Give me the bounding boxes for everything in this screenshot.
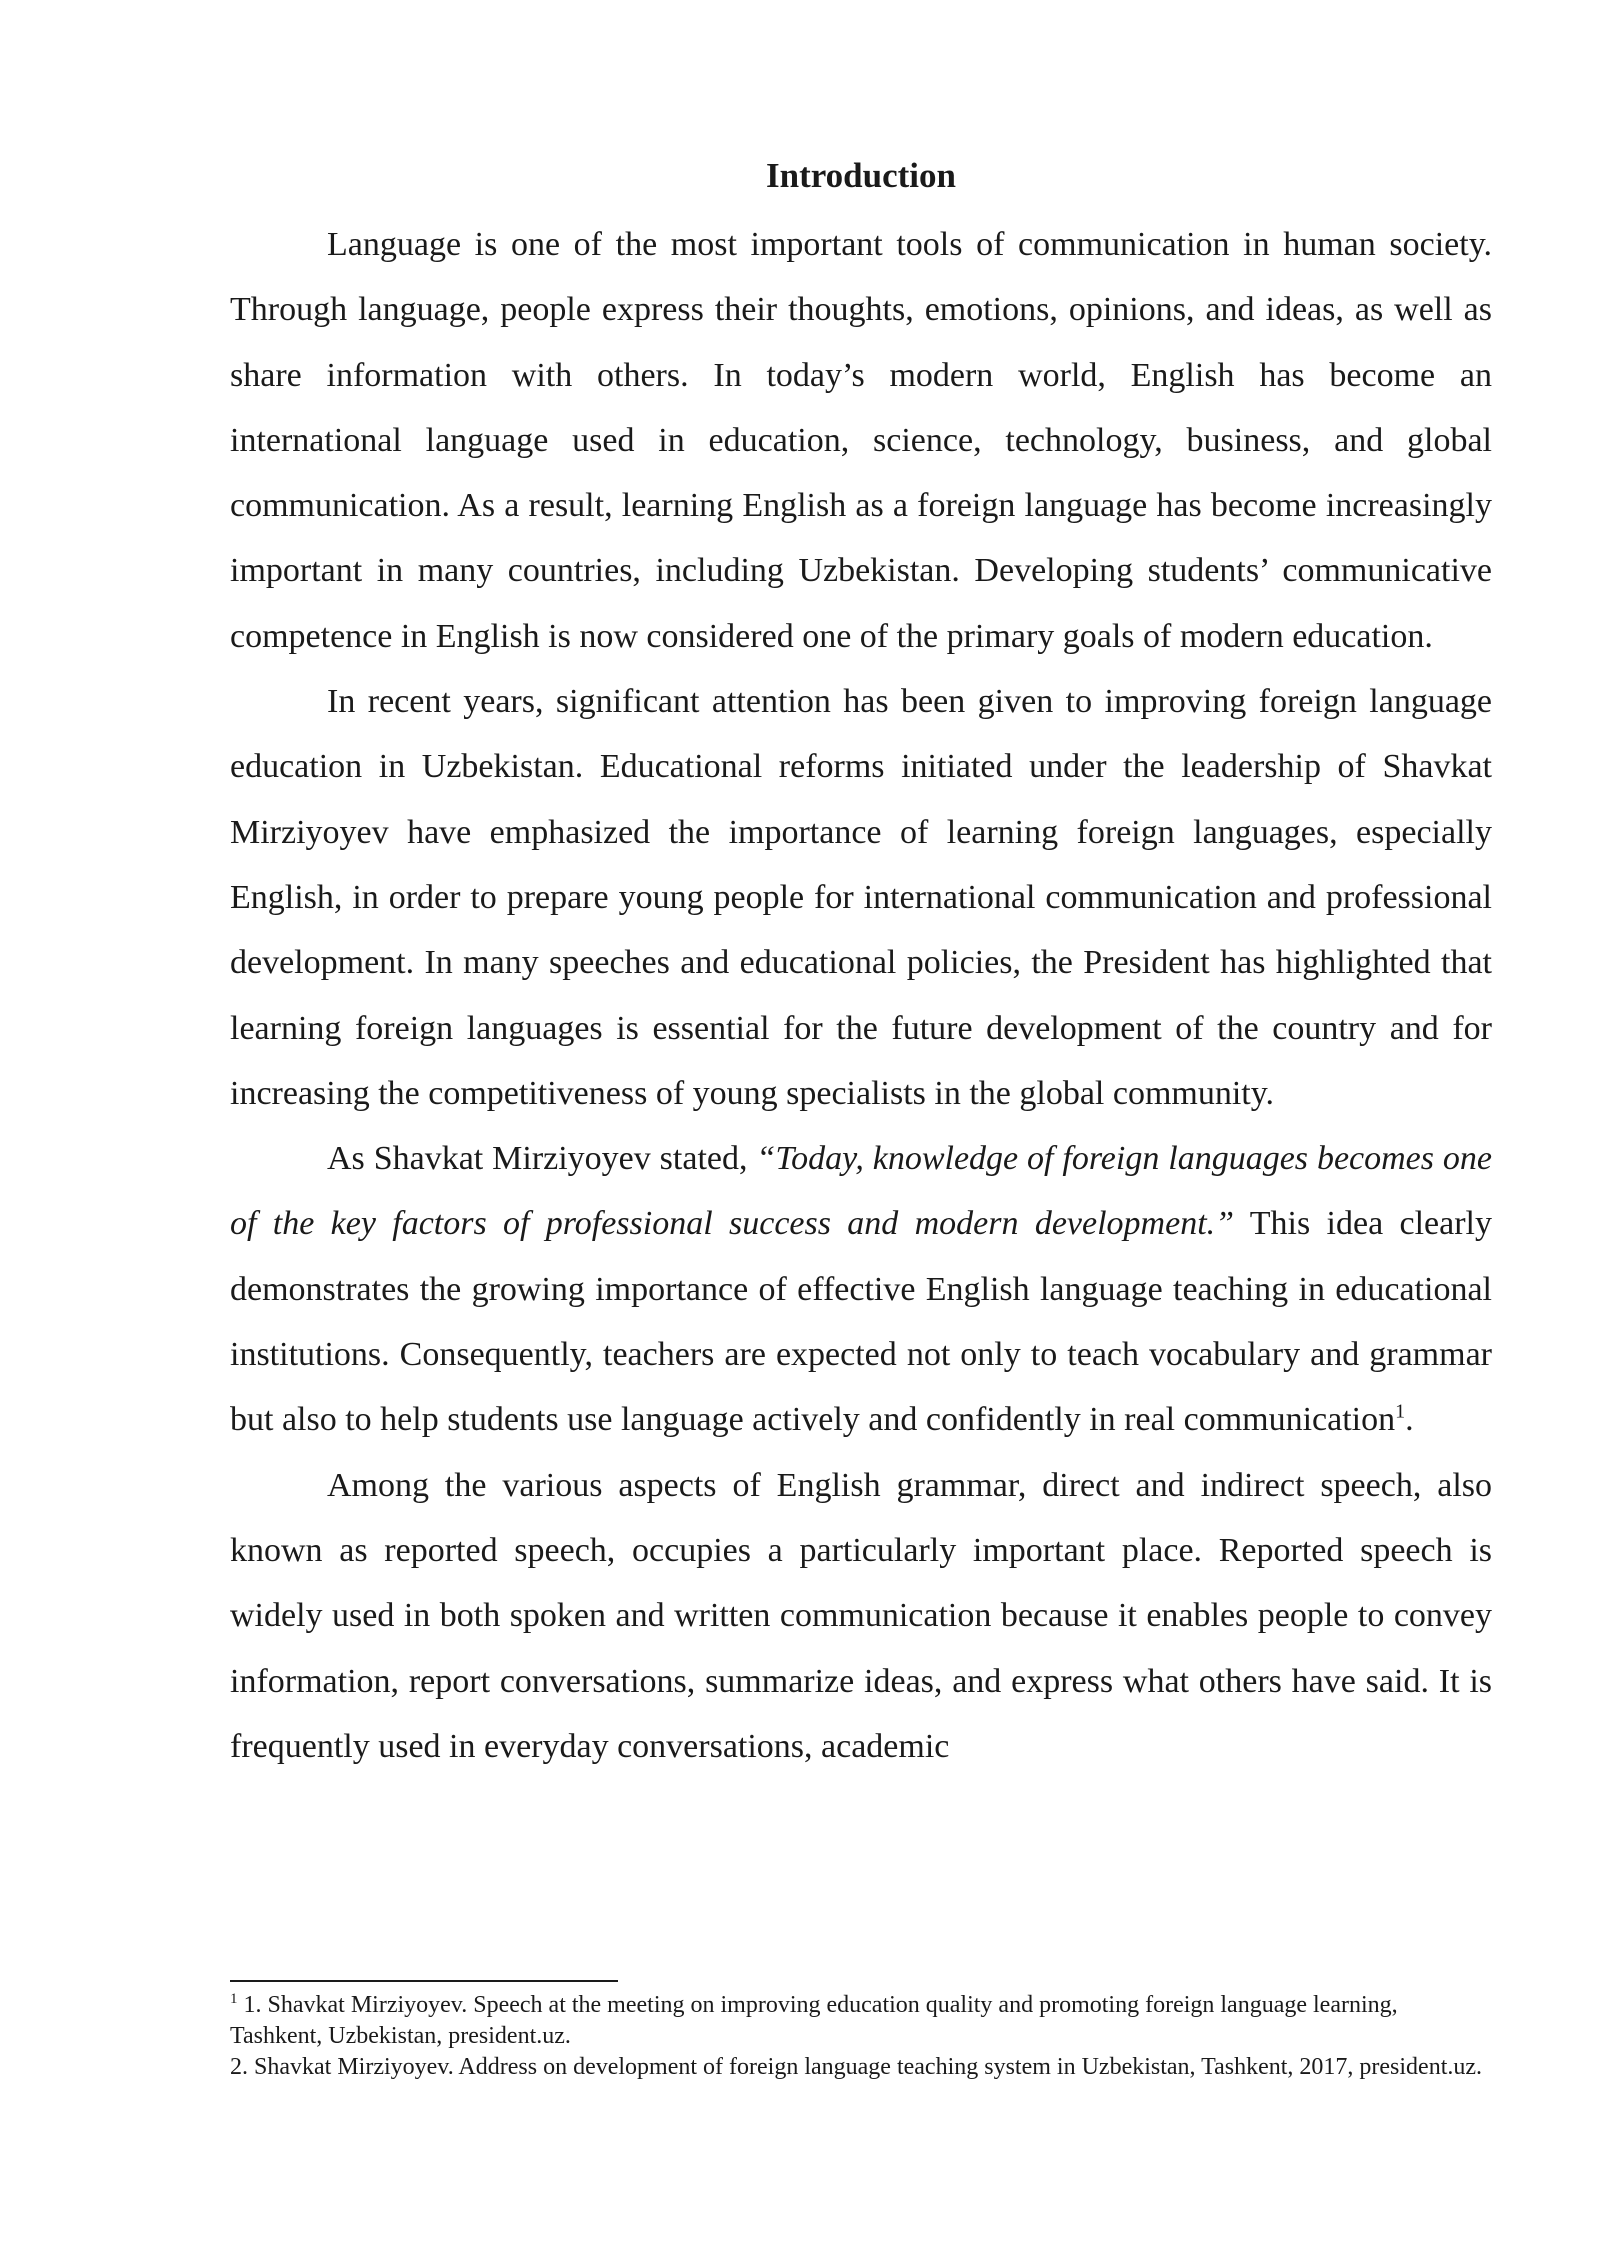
paragraph-4: Among the various aspects of English grammar, direct and indirect speech, also known as reported speech, occupies a particularly important place. Reported speech is widely used in both spoken and written communication because it enables people to convey information, report conversations, summarize ideas, and express what others have said. It is frequently used in everyday conversations, academic <box>230 1466 1492 1765</box>
footnote-marker: 1 <box>230 1991 238 2007</box>
footnote-item <box>230 1990 1492 2052</box>
paragraph-1: Language is one of the most important tools of communication in human society. Through language, people express their thoughts, emotions, opinions, and ideas, as well as share information with others. In today’s modern world, English has become an international language used in education, science, technology, business, and global communication. As a result, learning English as a foreign language has become increasingly important in many countries, including Uzbekistan. Developing students’ communicative competence in English is now considered one of the primary goals of modern education. <box>230 226 1492 655</box>
document-body <box>230 150 1492 1779</box>
paragraph-3-end: . <box>1405 1401 1414 1439</box>
footnote-separator <box>230 1980 618 1982</box>
paragraph-3-lead: As Shavkat Mirziyoyev stated, <box>327 1140 757 1178</box>
footnotes <box>230 1990 1492 2083</box>
paragraph-3 <box>230 1126 1492 1452</box>
paragraph-2: In recent years, significant attention has been given to improving foreign language education in Uzbekistan. Educational reforms initiated under the leadership of Shavkat Mirziyoyev have emphasized the importance of learning foreign languages, especially English, in order to prepare young people for international communication and professional development. In many speeches and educational policies, the President has highlighted that learning foreign languages is essential for the future development of the country and for increasing the competitiveness of young specialists in the global community. <box>230 683 1492 1112</box>
paragraph-3-tail: This idea clearly demonstrates the growing importance of effective English language teaching in educational institutions. Consequently, teachers are expected not only to teach vocabulary and grammar but also to help students use language actively and confidently in real communication <box>230 1205 1493 1439</box>
footnote-text: 2. Shavkat Mirziyoyev. Address on development of foreign language teaching system in Uzbekistan, Tashkent, 2017, president.uz. <box>230 2054 1483 2080</box>
footnote-reference[interactable]: 1 <box>1395 1401 1406 1424</box>
president-quote: “Today, knowledge of foreign languages becomes one of the key factors of professional success and modern development.” <box>230 1140 1492 1243</box>
footnote-text: 1. Shavkat Mirziyoyev. Speech at the meeting on improving education quality and promoting foreign language learning, Tashkent, Uzbekistan, president.uz. <box>230 1992 1398 2049</box>
footnote-item <box>230 2052 1492 2083</box>
page-title: Introduction <box>766 156 956 195</box>
